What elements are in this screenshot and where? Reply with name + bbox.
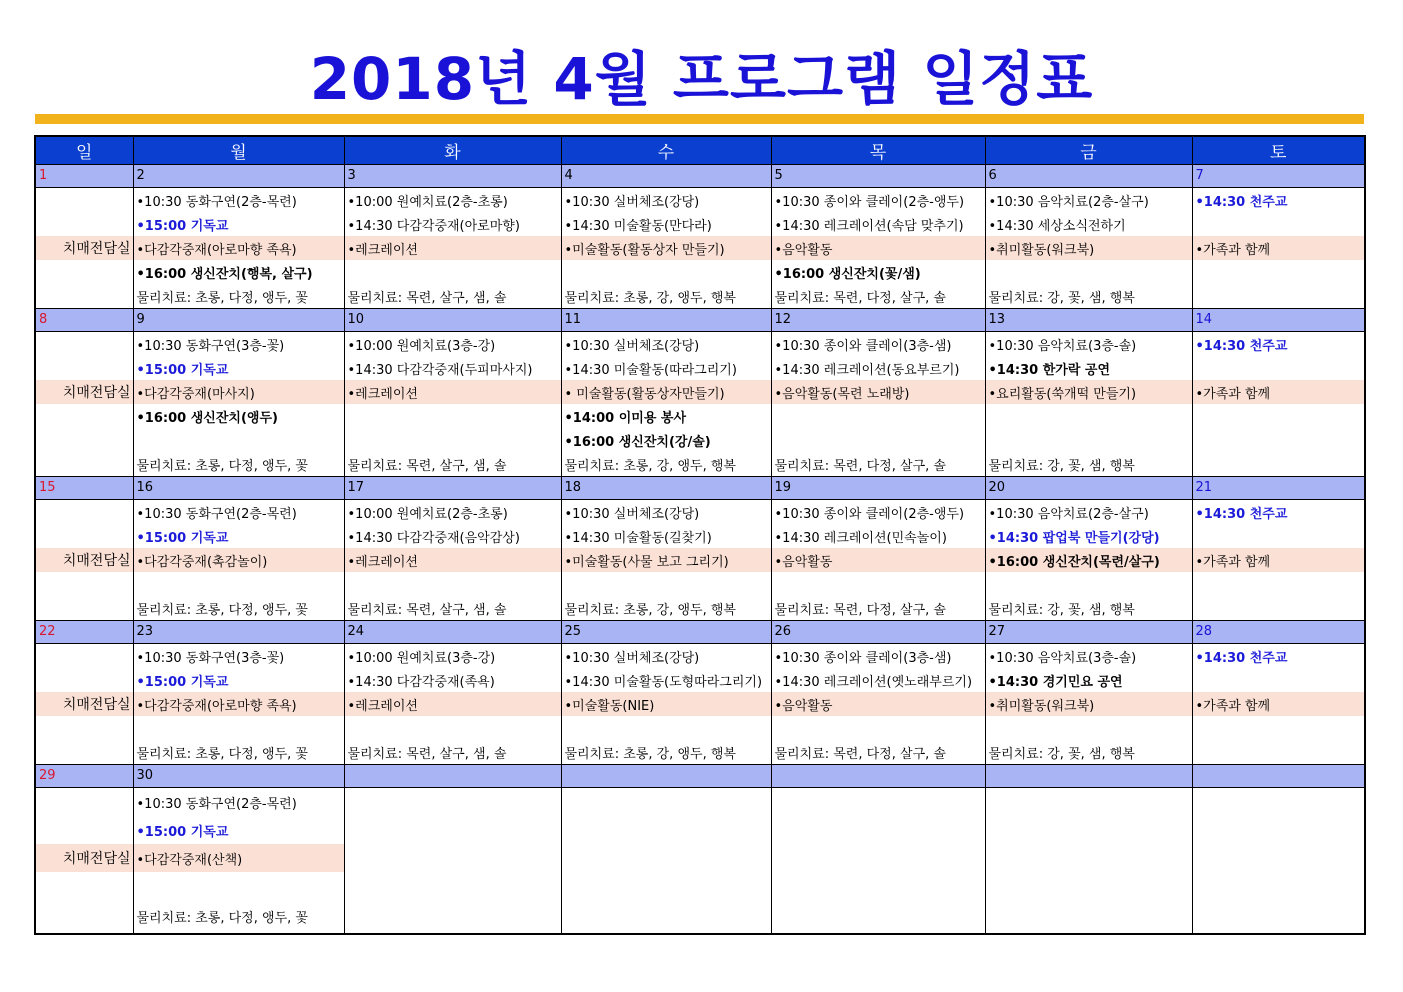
- therapy-line: 물리치료: 초롱, 다정, 앵두, 꽃: [136, 602, 308, 618]
- day-cell: [771, 188, 985, 309]
- program-item: •미술활동(활동상자 만들기): [562, 236, 771, 260]
- program-item: •16:00 생신잔치(꽃/샘): [774, 266, 921, 282]
- program-item: •14:30 다감각중재(아로마향): [347, 218, 520, 234]
- program-item: •14:30 미술활동(따라그리기): [564, 362, 737, 378]
- program-item: [1193, 356, 1365, 380]
- program-item: •14:30 미술활동(도형따라그리기): [564, 674, 763, 690]
- program-item: •다감각중재(촉감놀이): [134, 548, 344, 572]
- program-item: •가족과 함께: [1193, 236, 1365, 260]
- day-cell: [1192, 644, 1365, 765]
- program-item: •10:00 원예치료(2층-초롱): [347, 194, 508, 210]
- program-item: [134, 716, 344, 740]
- program-item: •10:30 실버체조(강당): [564, 338, 700, 354]
- program-item: [1193, 452, 1365, 476]
- therapy-line: 물리치료: 목련, 다정, 살구, 솔: [774, 290, 946, 306]
- date-cell: 26: [771, 621, 985, 644]
- program-item: •10:30 동화구연(2층-목련): [136, 796, 297, 812]
- program-item: •10:00 원예치료(3층-강): [347, 650, 496, 666]
- page-title: 2018년 4월 프로그램 일정표: [309, 45, 1094, 113]
- program-item: •10:30 종이와 클레이(2층-앵두): [774, 506, 965, 522]
- side-label-cell: [35, 644, 133, 765]
- day-cell: [1192, 332, 1365, 477]
- date-cell: [985, 765, 1192, 788]
- week-content-row: [35, 500, 1365, 621]
- weekday-header-mon: 월: [133, 136, 344, 165]
- date-cell: 15: [35, 477, 133, 500]
- program-item: •10:30 동화구연(2층-목련): [136, 194, 297, 210]
- program-item: •요리활동(쑥개떡 만들기): [986, 380, 1192, 404]
- side-label-cell: [35, 188, 133, 309]
- day-cell: [133, 644, 344, 765]
- date-cell: 3: [344, 165, 561, 188]
- date-cell: [561, 765, 771, 788]
- date-cell: 16: [133, 477, 344, 500]
- day-cell: [771, 644, 985, 765]
- therapy-line: 물리치료: 초롱, 다정, 앵두, 꽃: [136, 458, 308, 474]
- program-item: •레크레이션: [345, 236, 561, 260]
- side-label-spacer: [36, 212, 133, 236]
- program-item: •다감각중재(아로마향 족욕): [134, 236, 344, 260]
- program-item: •가족과 함께: [1193, 380, 1365, 404]
- program-item: •16:00 생신잔치(강/솔): [564, 434, 711, 450]
- side-label-spacer: [36, 452, 133, 476]
- program-item: [1193, 212, 1365, 236]
- therapy-line: 물리치료: 초롱, 강, 앵두, 행복: [564, 458, 736, 474]
- program-item: •10:00 원예치료(2층-초롱): [347, 506, 508, 522]
- day-cell: [985, 500, 1192, 621]
- day-cell: [561, 644, 771, 765]
- program-item: •다감각중재(아로마향 족욕): [134, 692, 344, 716]
- side-label-spacer: [36, 332, 133, 356]
- program-item: •15:00 기독교: [136, 362, 229, 378]
- program-item: [345, 572, 561, 596]
- program-item: •14:30 미술활동(만다라): [564, 218, 712, 234]
- side-label: 치매전담실: [36, 380, 133, 404]
- date-cell: 22: [35, 621, 133, 644]
- program-item: •14:30 레크레이션(동요부르기): [774, 362, 960, 378]
- side-label-spacer: [36, 596, 133, 620]
- program-item: •10:30 실버체조(강당): [564, 506, 700, 522]
- program-item: •레크레이션: [345, 380, 561, 404]
- program-item: •14:30 다감각중재(두피마사지): [347, 362, 533, 378]
- blank-line: [345, 428, 561, 452]
- side-label-cell: [35, 788, 133, 935]
- day-cell: [133, 188, 344, 309]
- weekday-header-tue: 화: [344, 136, 561, 165]
- therapy-line: 물리치료: 목련, 살구, 샘, 솔: [347, 290, 507, 306]
- weekday-header-row: [35, 136, 1365, 165]
- day-cell: [561, 788, 771, 935]
- side-label-spacer: [36, 668, 133, 692]
- side-label-spacer: [36, 524, 133, 548]
- week-content-row: [35, 188, 1365, 309]
- program-item: [562, 260, 771, 284]
- therapy-line: 물리치료: 강, 꽃, 샘, 행복: [988, 290, 1135, 306]
- program-item: •15:00 기독교: [136, 824, 229, 840]
- weekday-header-wed: 수: [561, 136, 771, 165]
- side-label-spacer: [36, 816, 133, 844]
- side-label: 치매전담실: [36, 692, 133, 716]
- program-item: [986, 716, 1192, 740]
- blank-line: [986, 428, 1192, 452]
- schedule-table: [34, 135, 1366, 935]
- week-content-row: [35, 332, 1365, 477]
- title-underline-bar: [35, 114, 1364, 124]
- side-label-spacer: [36, 188, 133, 212]
- side-label-spacer: [36, 500, 133, 524]
- therapy-line: 물리치료: 강, 꽃, 샘, 행복: [988, 746, 1135, 762]
- program-item: •미술활동(NIE): [562, 692, 771, 716]
- date-cell: 10: [344, 309, 561, 332]
- program-item: [345, 716, 561, 740]
- day-cell: [771, 788, 985, 935]
- program-item: [1193, 596, 1365, 620]
- program-item: [772, 716, 985, 740]
- program-item: [1193, 404, 1365, 428]
- date-cell: 13: [985, 309, 1192, 332]
- program-item: •레크레이션: [345, 548, 561, 572]
- blank-line: [134, 428, 344, 452]
- program-item: [986, 404, 1192, 428]
- side-label: 치매전담실: [36, 844, 133, 872]
- program-item: •10:30 음악치료(2층-살구): [988, 194, 1149, 210]
- blank-line: [772, 428, 985, 452]
- day-cell: [771, 332, 985, 477]
- weekday-header-sun: 일: [35, 136, 133, 165]
- program-item: •미술활동(사물 보고 그리기): [562, 548, 771, 572]
- day-cell: [985, 188, 1192, 309]
- date-row: [35, 309, 1365, 332]
- program-item: •14:30 다감각중재(족욕): [347, 674, 495, 690]
- side-label-spacer: [36, 788, 133, 816]
- day-cell: [561, 188, 771, 309]
- therapy-line: 물리치료: 목련, 살구, 샘, 솔: [347, 602, 507, 618]
- side-label-spacer: [36, 284, 133, 308]
- program-item: •15:00 기독교: [136, 674, 229, 690]
- program-item: •취미활동(워크북): [986, 236, 1192, 260]
- side-label-cell: [35, 500, 133, 621]
- program-item: [134, 572, 344, 596]
- date-cell: 2: [133, 165, 344, 188]
- program-item: •16:00 생신잔치(앵두): [136, 410, 278, 426]
- program-item: [772, 572, 985, 596]
- side-label-spacer: [36, 900, 133, 933]
- program-item: •14:30 경기민요 공연: [988, 674, 1123, 690]
- day-cell: [561, 332, 771, 477]
- day-cell: [985, 332, 1192, 477]
- date-cell: 14: [1192, 309, 1365, 332]
- date-cell: 23: [133, 621, 344, 644]
- program-item: •다감각중재(마사지): [134, 380, 344, 404]
- program-item: •음악활동(목련 노래방): [772, 380, 985, 404]
- program-item: [1193, 740, 1365, 764]
- program-item: •14:30 천주교: [1195, 650, 1288, 666]
- day-cell: [985, 644, 1192, 765]
- program-item: •음악활동: [772, 236, 985, 260]
- program-item: •음악활동: [772, 692, 985, 716]
- program-item: •10:30 종이와 클레이(3층-샘): [774, 650, 952, 666]
- program-item: •10:30 동화구연(2층-목련): [136, 506, 297, 522]
- date-cell: 19: [771, 477, 985, 500]
- program-item: •레크레이션: [345, 692, 561, 716]
- weekday-header-thu: 목: [771, 136, 985, 165]
- program-item: [1193, 668, 1365, 692]
- program-item: •15:00 기독교: [136, 530, 229, 546]
- day-cell: [771, 500, 985, 621]
- day-cell: [1192, 188, 1365, 309]
- date-cell: 8: [35, 309, 133, 332]
- program-item: •10:30 실버체조(강당): [564, 650, 700, 666]
- program-item: • 미술활동(활동상자만들기): [562, 380, 771, 404]
- program-item: •10:30 음악치료(2층-살구): [988, 506, 1149, 522]
- side-label: 치매전담실: [36, 236, 133, 260]
- date-cell: [344, 765, 561, 788]
- program-item: •14:30 천주교: [1195, 338, 1288, 354]
- date-cell: 4: [561, 165, 771, 188]
- program-item: •음악활동: [772, 548, 985, 572]
- day-cell: [133, 500, 344, 621]
- program-item: [562, 716, 771, 740]
- program-item: •14:30 한가락 공연: [988, 362, 1111, 378]
- side-label-spacer: [36, 872, 133, 900]
- program-item: •10:30 동화구연(3층-꽃): [136, 650, 285, 666]
- program-item: [1193, 572, 1365, 596]
- therapy-line: 물리치료: 목련, 다정, 살구, 솔: [774, 602, 946, 618]
- day-cell: [985, 788, 1192, 935]
- side-label-cell: [35, 332, 133, 477]
- program-item: •14:30 팝업북 만들기(강당): [988, 530, 1160, 546]
- program-item: •취미활동(워크북): [986, 692, 1192, 716]
- program-item: •가족과 함께: [1193, 692, 1365, 716]
- program-item: •10:00 원예치료(3층-강): [347, 338, 496, 354]
- date-cell: 24: [344, 621, 561, 644]
- day-cell: [561, 500, 771, 621]
- weekday-header-fri: 금: [985, 136, 1192, 165]
- program-item: •10:30 실버체조(강당): [564, 194, 700, 210]
- date-cell: 5: [771, 165, 985, 188]
- week-content-row: [35, 644, 1365, 765]
- program-item: [562, 572, 771, 596]
- side-label-spacer: [36, 572, 133, 596]
- program-item: [1193, 284, 1365, 308]
- date-cell: 12: [771, 309, 985, 332]
- date-cell: [771, 765, 985, 788]
- date-cell: 20: [985, 477, 1192, 500]
- therapy-line: 물리치료: 초롱, 다정, 앵두, 꽃: [136, 911, 308, 926]
- program-item: [1193, 260, 1365, 284]
- day-cell: [1192, 788, 1365, 935]
- day-cell: [344, 500, 561, 621]
- therapy-line: 물리치료: 초롱, 강, 앵두, 행복: [564, 602, 736, 618]
- date-cell: 21: [1192, 477, 1365, 500]
- side-label: 치매전담실: [36, 548, 133, 572]
- program-item: •14:30 레크레이션(민속놀이): [774, 530, 947, 546]
- side-label-spacer: [36, 716, 133, 740]
- side-label-spacer: [36, 740, 133, 764]
- therapy-line: 물리치료: 초롱, 다정, 앵두, 꽃: [136, 746, 308, 762]
- day-cell: [344, 644, 561, 765]
- program-item: •14:30 미술활동(길찾기): [564, 530, 712, 546]
- date-cell: [1192, 765, 1365, 788]
- therapy-line: 물리치료: 초롱, 강, 앵두, 행복: [564, 746, 736, 762]
- therapy-line: 물리치료: 초롱, 강, 앵두, 행복: [564, 290, 736, 306]
- program-item: [134, 872, 344, 900]
- therapy-line: 물리치료: 목련, 다정, 살구, 솔: [774, 458, 946, 474]
- program-item: [1193, 524, 1365, 548]
- therapy-line: 물리치료: 초롱, 다정, 앵두, 꽃: [136, 290, 308, 306]
- program-item: [986, 260, 1192, 284]
- day-cell: [344, 332, 561, 477]
- program-item: [986, 572, 1192, 596]
- date-row: [35, 477, 1365, 500]
- date-cell: 30: [133, 765, 344, 788]
- program-item: •16:00 생신잔치(행복, 살구): [136, 266, 313, 282]
- side-label-spacer: [36, 260, 133, 284]
- date-cell: 28: [1192, 621, 1365, 644]
- program-item: [772, 404, 985, 428]
- date-cell: 1: [35, 165, 133, 188]
- program-item: •15:00 기독교: [136, 218, 229, 234]
- program-item: [345, 260, 561, 284]
- program-item: •16:00 생신잔치(목련/살구): [986, 548, 1192, 572]
- program-item: •가족과 함께: [1193, 548, 1365, 572]
- program-item: •10:30 종이와 클레이(3층-샘): [774, 338, 952, 354]
- date-cell: 9: [133, 309, 344, 332]
- program-item: •14:30 세상소식전하기: [988, 218, 1126, 234]
- day-cell: [344, 788, 561, 935]
- side-label-spacer: [36, 644, 133, 668]
- program-item: [1193, 716, 1365, 740]
- date-row: [35, 165, 1365, 188]
- program-item: •다감각중재(산책): [134, 844, 344, 872]
- therapy-line: 물리치료: 목련, 살구, 샘, 솔: [347, 746, 507, 762]
- program-item: •10:30 종이와 클레이(2층-앵두): [774, 194, 965, 210]
- date-row: [35, 765, 1365, 788]
- weekday-header-sat: 토: [1192, 136, 1365, 165]
- blank-line: [1193, 428, 1365, 452]
- program-item: •10:30 음악치료(3층-솔): [988, 338, 1137, 354]
- side-label-spacer: [36, 428, 133, 452]
- program-item: •14:30 레크레이션(옛노래부르기): [774, 674, 973, 690]
- date-cell: 7: [1192, 165, 1365, 188]
- date-cell: 25: [561, 621, 771, 644]
- therapy-line: 물리치료: 목련, 다정, 살구, 솔: [774, 746, 946, 762]
- therapy-line: 물리치료: 목련, 살구, 샘, 솔: [347, 458, 507, 474]
- program-item: •14:30 레크레이션(속담 맞추기): [774, 218, 964, 234]
- therapy-line: 물리치료: 강, 꽃, 샘, 행복: [988, 602, 1135, 618]
- date-cell: 17: [344, 477, 561, 500]
- program-item: •14:30 천주교: [1195, 194, 1288, 210]
- date-row: [35, 621, 1365, 644]
- side-label-spacer: [36, 356, 133, 380]
- date-cell: 29: [35, 765, 133, 788]
- program-item: [345, 404, 561, 428]
- side-label-spacer: [36, 404, 133, 428]
- day-cell: [344, 188, 561, 309]
- day-cell: [133, 332, 344, 477]
- date-cell: 18: [561, 477, 771, 500]
- date-cell: 11: [561, 309, 771, 332]
- program-item: •14:30 천주교: [1195, 506, 1288, 522]
- date-cell: 6: [985, 165, 1192, 188]
- program-item: •14:00 이미용 봉사: [564, 410, 687, 426]
- therapy-line: 물리치료: 강, 꽃, 샘, 행복: [988, 458, 1135, 474]
- date-cell: 27: [985, 621, 1192, 644]
- program-item: •10:30 음악치료(3층-솔): [988, 650, 1137, 666]
- program-item: •14:30 다감각중재(음악감상): [347, 530, 520, 546]
- day-cell: [1192, 500, 1365, 621]
- day-cell: [133, 788, 344, 935]
- week-content-row: [35, 788, 1365, 935]
- program-item: •10:30 동화구연(3층-꽃): [136, 338, 285, 354]
